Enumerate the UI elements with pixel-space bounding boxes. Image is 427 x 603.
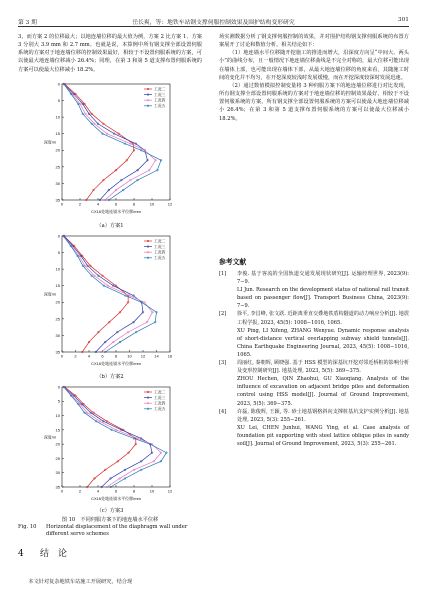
references-heading: 参考文献 [219,258,247,266]
chart-scheme-1 [18,80,202,220]
subfigure-caption-c: （c）方案3 [96,508,124,514]
x-tick-label: 12 [167,488,173,494]
series-line [64,387,152,487]
reference-text: 徐平, 李昌峰, 张文跃. 近距离垂直交叠地铁盾构隧道的动力响应分析[J]. 地震工程学报, 2023, 45(5): 1008−1016, 1065. [237,311,409,326]
chart-a-svg [18,80,202,220]
x-tick-label: 4 [87,353,91,359]
issue-number: 第 3 期 [18,20,37,26]
reference-number: [1] [219,271,227,277]
y-tick-label: 15 [55,283,60,289]
x-tick-label: 2 [74,353,77,359]
y-tick-label: 20 [55,441,60,447]
series-line [65,84,134,200]
x-tick-label: 14 [154,353,159,359]
y-tick-label: 10 [55,266,60,272]
x-tick-label: 2 [78,488,82,494]
x-tick-label: 8 [132,488,136,494]
reference-text: 周丽红, 秦朝辉, 顾晓强. 基于 HSS 模型的深基坑开挖对邻近桥桩的影响分析及变形控制研究[J]. 地基处理, 2023, 5(5): 369−375. [237,360,410,375]
left-column-text [18,33,202,74]
right-column-text [219,33,409,123]
x-tick-label: 8 [114,353,118,359]
legend-entry: 工况四 [154,401,166,406]
legend-entry: 工况四 [154,250,166,255]
reference-list [219,270,409,448]
x-axis-label: CX16处地连墙水平位移/mm [91,361,141,366]
y-tick-label: 0 [57,384,60,390]
y-tick-label: 35 [55,197,60,203]
x-tick-label: 8 [132,201,136,207]
reference-item [219,408,409,448]
y-tick-label: 20 [55,147,60,153]
legend-entry: 工况五 [154,256,166,261]
chart-scheme-2 [18,232,202,372]
y-axis-label: 深度/m [43,139,57,145]
y-tick-label: 15 [55,131,60,137]
x-tick-label: 6 [114,201,118,207]
y-tick-label: 5 [57,97,60,103]
figure-label-en: Fig. 10 [18,524,37,530]
legend-entry: 工况五 [154,407,166,412]
y-axis-label: 深度/m [43,434,57,440]
x-tick-label: 2 [78,201,82,207]
legend-entry: 工况二 [154,390,166,395]
y-tick-label: 0 [57,233,60,239]
legend-entry: 工况二 [154,87,166,92]
section-number: 4 [18,549,24,559]
reference-text: LI Jun. Research on the development status of national rail transit based on passenger flow[J]. Transport Business China, 2023(9): 7−9. [237,287,409,310]
legend-entry: 工况五 [154,104,166,109]
x-tick-label: 4 [96,201,100,207]
body-paragraph: 3，而方案 2 的位移最大；以地连墙位移的最大值为例，方案 2 比方案 1、方案 3 分别大 3.9 mm 和 2.7 mm。也就是说，本算例中所有钢支撑全部设置伺服系统的方案对于地连墙位移的控制效果最好，相较于不设置伺服系统的方案，可以使最大地连墙位移减小 26.4%；同理，在第 3 和第 5 道支撑布置伺服系统的方案可以使最大位移减小 18.2%。 [18,34,202,73]
x-tick-label: 10 [149,488,155,494]
x-axis-label: CX16处地连墙水平位移/mm [91,496,141,501]
reference-number: [3] [219,360,227,367]
legend-entry: 工况四 [154,98,166,103]
x-tick-label: 10 [149,201,155,207]
x-tick-label: 0 [60,353,64,359]
subfigure-caption-b: （b）方案2 [96,374,124,380]
y-tick-label: 10 [55,114,60,120]
y-tick-label: 10 [55,412,60,418]
reference-text: ZHOU Hechen, QIN Zhaohui, GU Xiaoqiang. Analysis of the influence of excavation on adjacent bridge piles and deformation control using HSS model[J]. Journal of Ground Improvement, 2023, 5(5): 369−375. [237,376,409,407]
running-title: 岳长爽，等：地铁车站钢支撑伺服控制效果及围护结构变形研究 [132,20,295,26]
x-tick-label: 6 [101,353,104,359]
y-tick-label: 30 [55,332,60,338]
figure-caption-en-line1: Horizontal displacement of the diaphragm wall under [46,524,188,530]
reference-text: 许磊, 陈俊辉, 王颖, 等. 砂土地基钢格斜向支撑桩基坑支护实例分析[J]. 地基处理, 2023, 5(3): 255−261. [237,408,409,423]
section-title: 结 论 [40,549,68,559]
x-tick-label: 4 [96,488,100,494]
y-tick-label: 25 [55,316,60,322]
y-tick-label: 35 [55,484,60,490]
page-number: 301 [397,17,409,23]
reference-text: XU Ping, LI Xifeng, ZHANG Wenyue. Dynamic response analysis of short-distance vertical overlapping subway shield tunnels[J]. China Earthquake Engineering Journal, 2023, 45(5): 1008−1016, 1065. [237,327,409,358]
x-tick-label: 0 [60,201,64,207]
series-line [63,236,152,352]
y-axis-label: 深度/m [43,291,57,297]
conclusion-item-1: （1）地连墙水平位移随开挖施工的推进而增大，沿深度方向呈“中间大、两头小”的曲线分布，且一般情况下地连墙位移曲线是不完全对称的，最大位移可能出现在墙体上部，也可能出现在墙体下部，从最大地连墙位移的角度来看，其随施工时间的变化并不均匀，在开挖深度较浅时发展缓慢，而在开挖深度较深时发展迅速。 [219,50,409,81]
x-tick-label: 12 [167,201,173,207]
reference-item [219,270,409,310]
header-rule [18,26,409,27]
x-tick-label: 16 [167,353,173,359]
x-tick-label: 10 [127,353,132,359]
y-tick-label: 0 [57,81,60,87]
figure-caption-en-line2: different servo schemes [46,531,109,537]
y-tick-label: 15 [55,427,60,433]
y-tick-label: 20 [55,299,60,305]
y-tick-label: 35 [55,349,60,355]
chart-b-svg [18,232,202,372]
legend-entry: 工况二 [154,239,166,244]
x-tick-label: 6 [114,488,118,494]
figure-caption-en [18,524,202,538]
series-line [64,84,156,200]
legend-entry: 工况三 [154,395,166,400]
legend-entry: 工况三 [154,244,166,249]
y-tick-label: 25 [55,164,60,170]
y-tick-label: 5 [57,398,60,404]
chart-c-svg [18,383,202,507]
series-line [65,387,136,487]
reference-text: XU Lei, CHEN Junhui, WANG Ying, et al. Case analysis of foundation pit supporting with steel lattice oblique piles in sandy soil[J]. Journal of Ground Improvement, 2023, 5(3): 255−261. [237,424,409,447]
figure-caption-cn: 图 10 不同伺服方案下的地连墙水平位移 [61,517,159,523]
x-tick-label: 12 [140,353,146,359]
y-tick-label: 25 [55,455,60,461]
section-heading [18,546,67,559]
conclusion-item-2: （2）通过数值模拟控制变量将 3 种伺服方案下的地连墙位移进行对比发现，所有钢支撑全部设置伺服系统的方案对于地连墙位移的控制效果最好，相较于不设置伺服系统的方案，所有钢支撑全部设置伺服系统的方案可以使最大地连墙位移减小 26.4%；在第 3 和第 5 道支撑布置伺服系统的方案可以使最大位移减小 18.2%。 [219,82,409,122]
reference-item [219,310,409,359]
conclusion-paragraph: 本文针对复杂地铁车站施工开展研究，结合现 [28,579,133,585]
y-tick-label: 5 [57,249,60,255]
reference-text: 李俊. 基于客流的全国轨道交通发展现状研究[J]. 运输经理世界, 2023(9): 7−9. [237,271,409,286]
reference-number: [2] [219,311,227,318]
x-tick-label: 0 [60,488,64,494]
series-line [64,236,128,352]
subfigure-caption-a: （a）方案1 [96,223,124,229]
reference-item [219,359,409,408]
chart-scheme-3 [18,383,202,507]
body-paragraph: 场实测数据分析了钢支撑伺服控制的效果，并对围护结构钢支撑伺服系统的布置方案展开了讨论和数值分析。相关结论如下： [219,34,409,49]
reference-number: [4] [219,408,227,415]
y-tick-label: 30 [55,180,60,186]
series-line [64,387,167,487]
legend-entry: 工况三 [154,92,166,97]
x-axis-label: CX16处地连墙水平位移/mm [91,209,141,214]
y-tick-label: 30 [55,470,60,476]
series-line [64,387,161,487]
